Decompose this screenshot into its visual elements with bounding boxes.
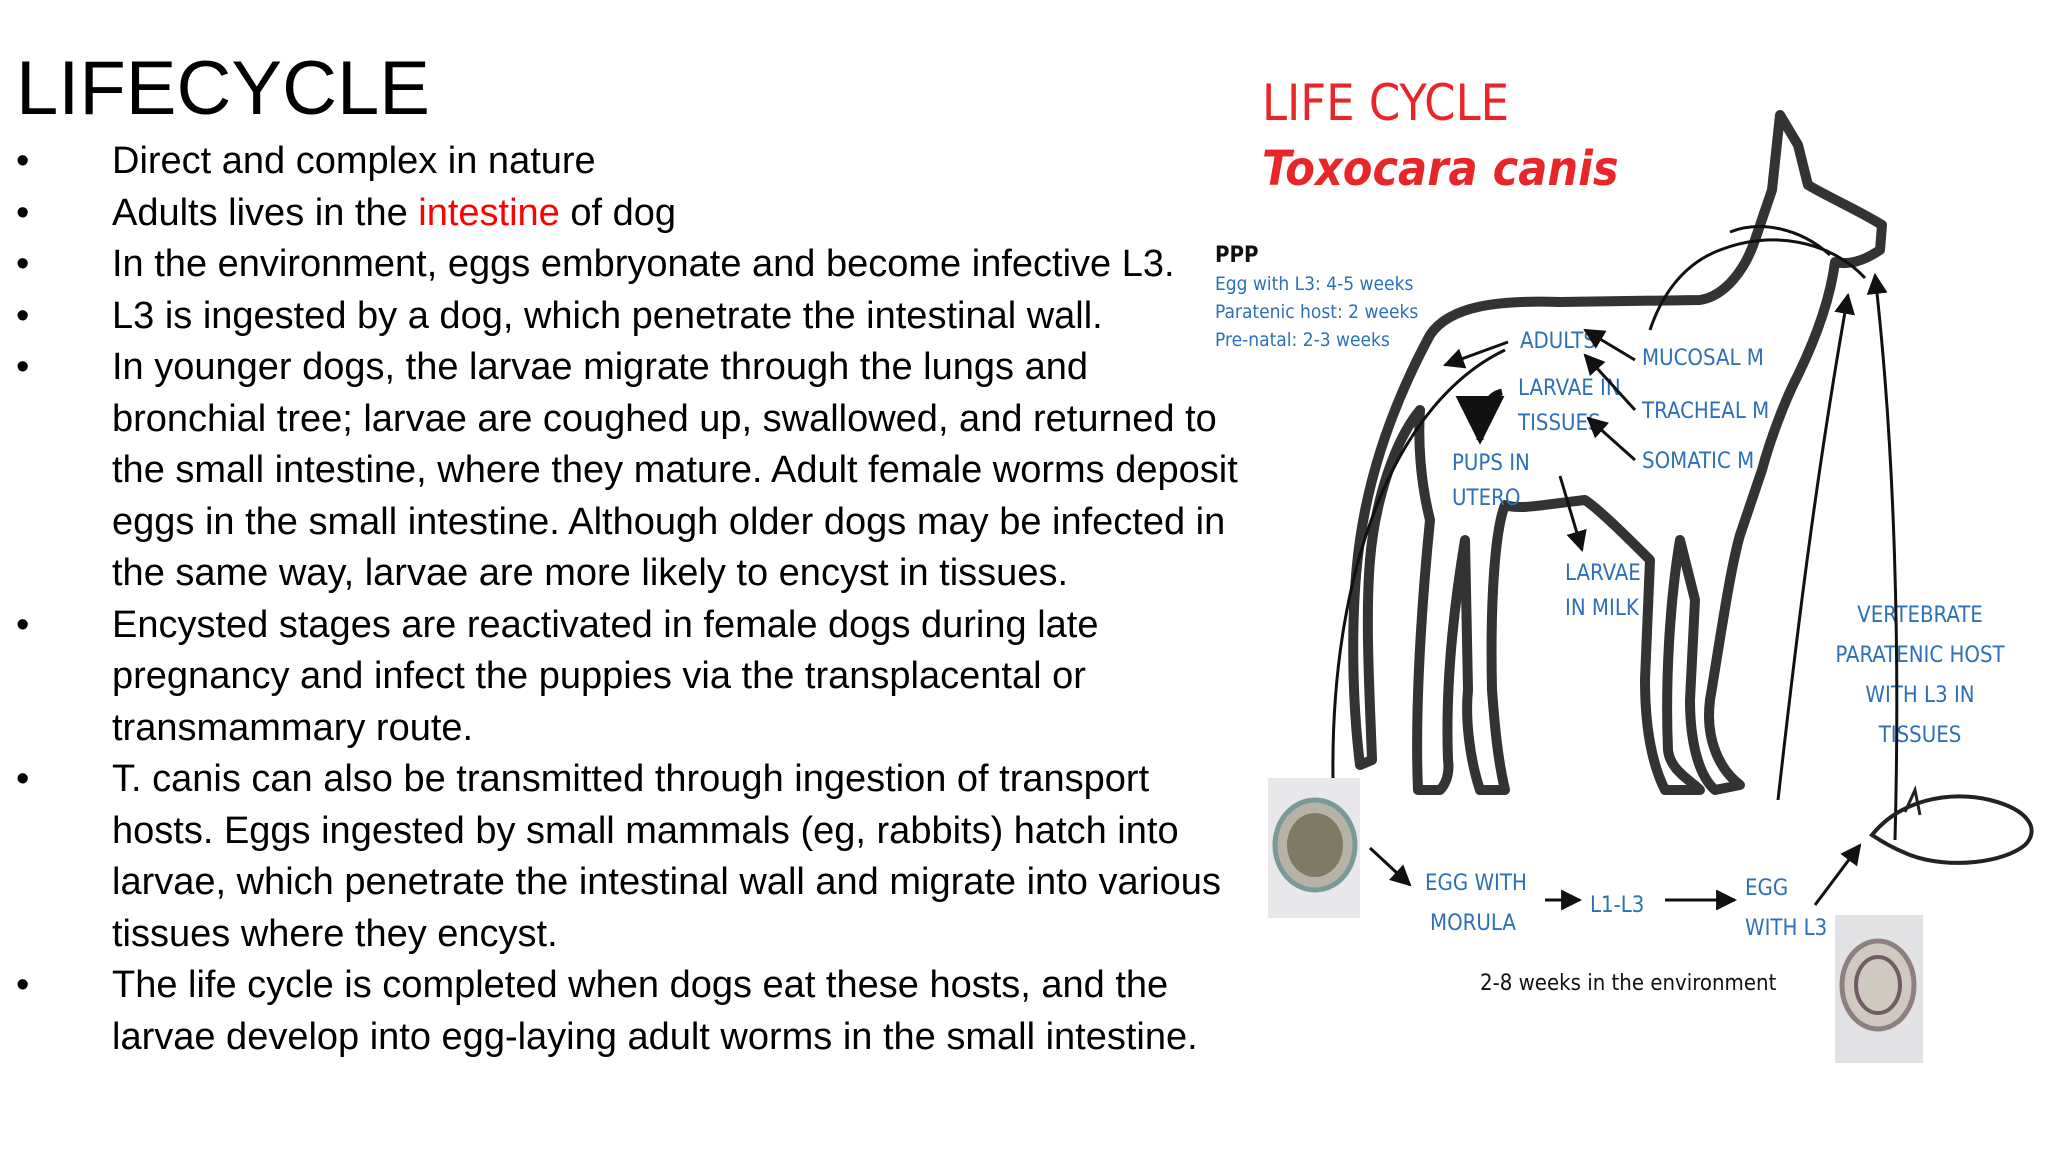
label-l1-l3: L1-L3	[1590, 893, 1645, 918]
slide-title: LIFECYCLE	[16, 46, 430, 131]
arrow	[1370, 848, 1410, 885]
arrow	[1588, 418, 1635, 460]
label-vertebrate: TISSUES	[1878, 723, 1962, 748]
bullet-text: The life cycle is completed when dogs eat these hosts, and the larvae develop into egg-laying adult worms in the small intestine.	[112, 964, 1198, 1058]
bullet-dot: •	[16, 243, 30, 285]
label-environment: 2-8 weeks in the environment	[1480, 971, 1777, 996]
bullet-dot: •	[16, 346, 30, 388]
arrow	[1815, 845, 1860, 905]
arrow	[1560, 476, 1582, 550]
label-egg-morula: EGG WITH	[1425, 871, 1527, 896]
lifecycle-diagram	[1200, 60, 2040, 1070]
bullet-text: L3 is ingested by a dog, which penetrate the intestinal wall.	[112, 294, 1103, 337]
bullet-highlight: intestine	[418, 191, 560, 234]
arrow	[1875, 275, 1897, 840]
bullet-text: In the environment, eggs embryonate and become infective L3.	[112, 243, 1175, 285]
bullet-dot: •	[16, 603, 30, 646]
bullet-item	[16, 342, 1246, 600]
bullet-item	[16, 291, 1246, 343]
label-somatic: SOMATIC M	[1642, 449, 1755, 474]
rodent-ear	[1905, 790, 1920, 815]
bullet-text-before: Adults lives in the	[112, 191, 419, 234]
dog-outline	[1353, 115, 1882, 790]
label-tracheal: TRACHEAL M	[1642, 399, 1770, 424]
ppp-title: PPP	[1215, 243, 1259, 268]
label-adults: ADULTS	[1520, 329, 1596, 354]
egg-l3-image	[1835, 915, 1923, 1063]
bullet-item	[16, 136, 1246, 188]
arrow	[1778, 295, 1848, 800]
bullet-list	[16, 136, 1246, 1063]
label-milk: LARVAE	[1565, 561, 1641, 586]
label-larvae-tissues: TISSUES	[1518, 411, 1601, 436]
label-mucosal: MUCOSAL M	[1642, 346, 1764, 371]
bullet-dot: •	[16, 758, 30, 800]
bullet-item	[16, 754, 1246, 960]
label-larvae-tissues: LARVAE IN	[1518, 376, 1621, 401]
bullet-dot: •	[16, 294, 30, 337]
egg-morula-image	[1268, 778, 1360, 918]
bullet-text: Direct and complex in nature	[112, 140, 596, 182]
label-vertebrate: PARATENIC HOST	[1835, 643, 2005, 668]
label-pups: UTERO	[1452, 486, 1521, 511]
label-pups: PUPS IN	[1452, 451, 1530, 476]
bullet-item	[16, 188, 1246, 240]
ppp-line: Pre-natal: 2-3 weeks	[1215, 329, 1390, 351]
label-vertebrate: WITH L3 IN	[1865, 683, 1975, 708]
ppp-line: Paratenic host: 2 weeks	[1215, 301, 1419, 323]
bullet-text: In younger dogs, the larvae migrate through the lungs and bronchial tree; larvae are coughed up, swallowed, and returned to the small intestine, where they mature. Adult female worms deposit eggs in the small intestine. Although older dogs may be infected in the same way, larvae are more likely to encyst in tissues.	[112, 346, 1238, 594]
bullet-dot: •	[16, 191, 30, 234]
bullet-item	[16, 960, 1246, 1063]
label-vertebrate: VERTEBRATE	[1857, 603, 1983, 628]
bullet-dot: •	[16, 964, 30, 1006]
diagram-heading: LIFE CYCLE	[1262, 74, 1510, 132]
bullet-item	[16, 239, 1246, 291]
bullet-dot: •	[16, 140, 30, 182]
bullet-text-after: of dog	[559, 191, 677, 234]
bullet-item	[16, 600, 1246, 755]
diagram-species: Toxocara canis	[1262, 141, 1619, 197]
bullet-text: T. canis can also be transmitted through ingestion of transport hosts. Eggs ingested by small mammals (eg, rabbits) hatch into larvae, which penetrate the intestinal wall and migrate into various tissues where they encyst.	[112, 758, 1221, 955]
ppp-line: Egg with L3: 4-5 weeks	[1215, 273, 1414, 295]
label-egg-morula: MORULA	[1430, 911, 1516, 936]
label-milk: IN MILK	[1565, 596, 1639, 621]
bullet-text: Encysted stages are reactivated in female dogs during late pregnancy and infect the puppies via the transplacental or transmammary route.	[112, 603, 1099, 749]
arrow	[1480, 392, 1502, 440]
label-egg-l3: EGG	[1745, 876, 1789, 901]
label-egg-l3: WITH L3	[1745, 916, 1828, 941]
